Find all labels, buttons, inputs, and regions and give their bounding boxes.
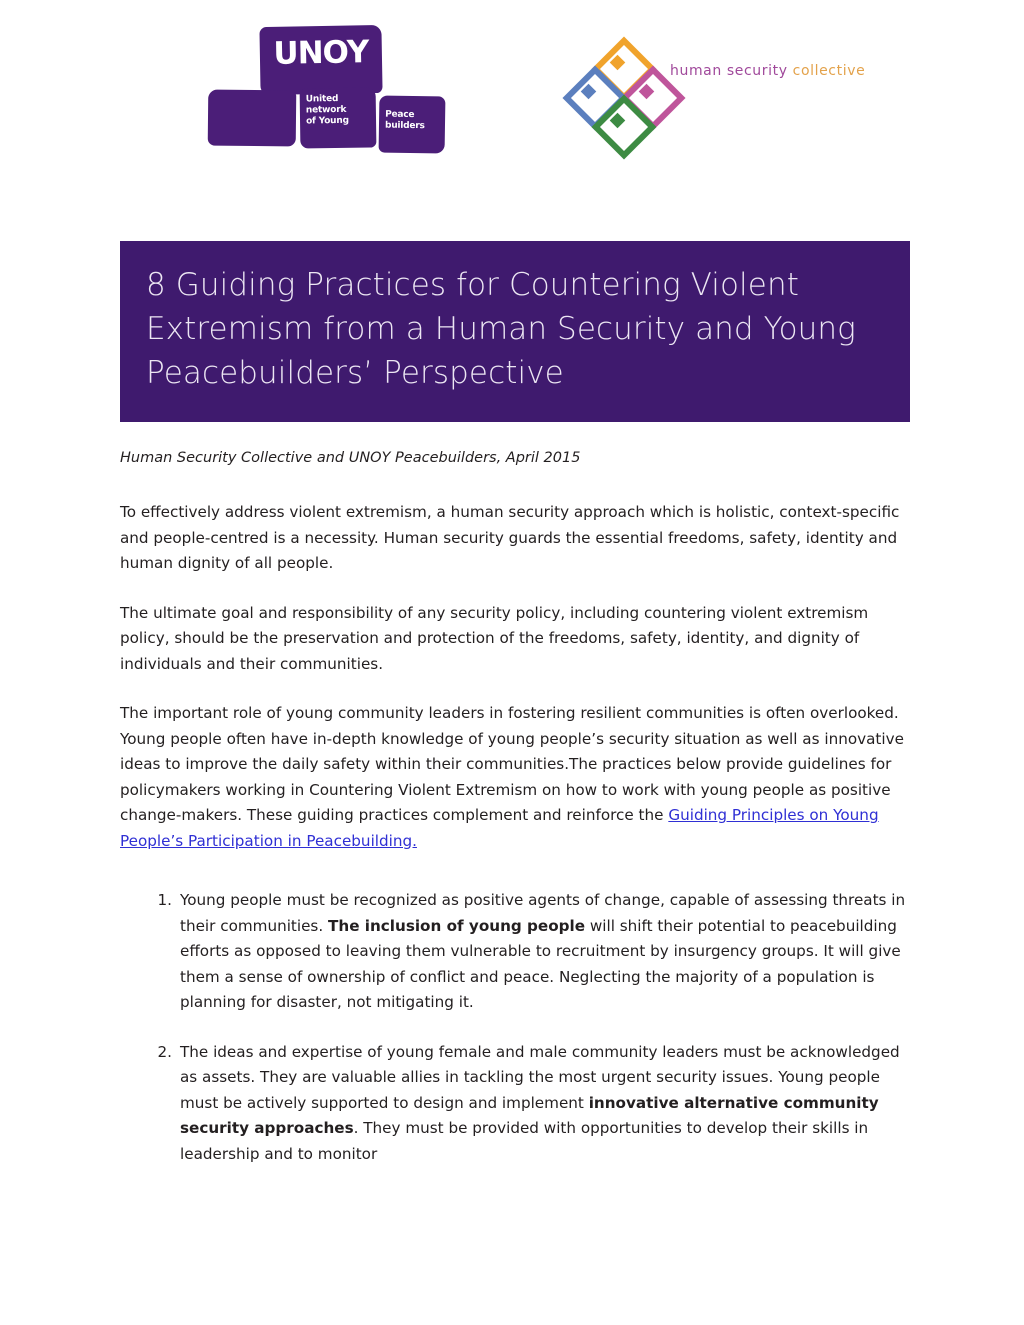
unoy-block-2-line-2: network — [305, 104, 347, 116]
paragraph-3-text: The important role of young community leaders in fostering resilient communities is often overlooked. Young people often have in-depth knowledge of young people’s security situation as well as innovative ideas to improve the daily safety within their communities.The practices below provide guidelines for policymakers working in Countering Violent Extremism on how to work with young people as positive change-makers. These guiding practices complement and reinforce the — [120, 704, 904, 824]
unoy-block-3-line-1: Peace — [385, 109, 415, 121]
paragraph-2: The ultimate goal and responsibility of any security policy, including countering violent extremism policy, should be the preservation and protection of the freedoms, safety, identity, and dignity of individuals and their communities. — [120, 603, 869, 673]
paragraph-3 — [120, 701, 910, 854]
human-security-collective-logo — [570, 44, 866, 144]
title-banner — [120, 241, 910, 422]
unoy-block-2-line-3: of Young — [305, 115, 349, 127]
paragraph-1: To effectively address violent extremism, a human security approach which is holistic, context-specific and people-centred is a necessity. Human security guards the essential freedoms, safety, identity and human dignity of all people. — [120, 503, 900, 572]
practice-2-bold-phrase: innovative alternative community security approaches — [180, 1093, 879, 1137]
practice-2-text-part-1: The ideas and expertise of young female and male community leaders must be acknowledged as assets. They are valuable allies in tackling the most urgent security issues. Young people must be actively supported to design and implement — [180, 1042, 900, 1112]
hsc-text-secondary: collective — [792, 63, 866, 79]
unoy-block-1 — [208, 90, 297, 147]
unoy-block-3-line-2: builders — [384, 120, 425, 132]
hsc-diamond-cluster-icon — [570, 44, 666, 142]
practices-list — [120, 888, 910, 1167]
list-item — [120, 888, 910, 1016]
hsc-logo-text — [670, 63, 865, 79]
unoy-block-3 — [379, 95, 446, 153]
unoy-wordmark-block — [259, 25, 382, 95]
unoy-wordmark-text: UNOY — [273, 34, 369, 72]
list-item — [120, 1040, 910, 1168]
document-body — [120, 448, 910, 1191]
unoy-block-2 — [300, 87, 377, 148]
practice-2-text-part-2: . They must be provided with opportunities to develop their skills in leadership and to monitor — [180, 1119, 869, 1163]
practice-1-bold-phrase: The inclusion of young people — [328, 916, 586, 935]
hsc-text-primary: human security — [670, 63, 788, 79]
practice-1-text-part-1: Young people must be recognized as positive agents of change, capable of assessing threats in their communities. — [180, 891, 906, 935]
practice-1-text-part-2: will shift their potential to peacebuilding efforts as opposed to leaving them vulnerable to recruitment by insurgency groups. It will give them a sense of ownership of conflict and peace. Neglecting the majority of a population is planning for disaster, not mitigating it. — [180, 916, 901, 1011]
unoy-logo — [208, 26, 448, 156]
guiding-principles-link[interactable]: Guiding Principles on Young People’s Participation in Peacebuilding. — [120, 806, 879, 850]
byline: Human Security Collective and UNOY Peacebuilders, April 2015 — [120, 450, 581, 466]
unoy-block-2-line-1: United — [305, 93, 339, 105]
logo-header — [0, 0, 1024, 170]
page-title: 8 Guiding Practices for Countering Violent Extremism from a Human Security and Young Peacebuilders’ Perspective — [146, 267, 856, 391]
